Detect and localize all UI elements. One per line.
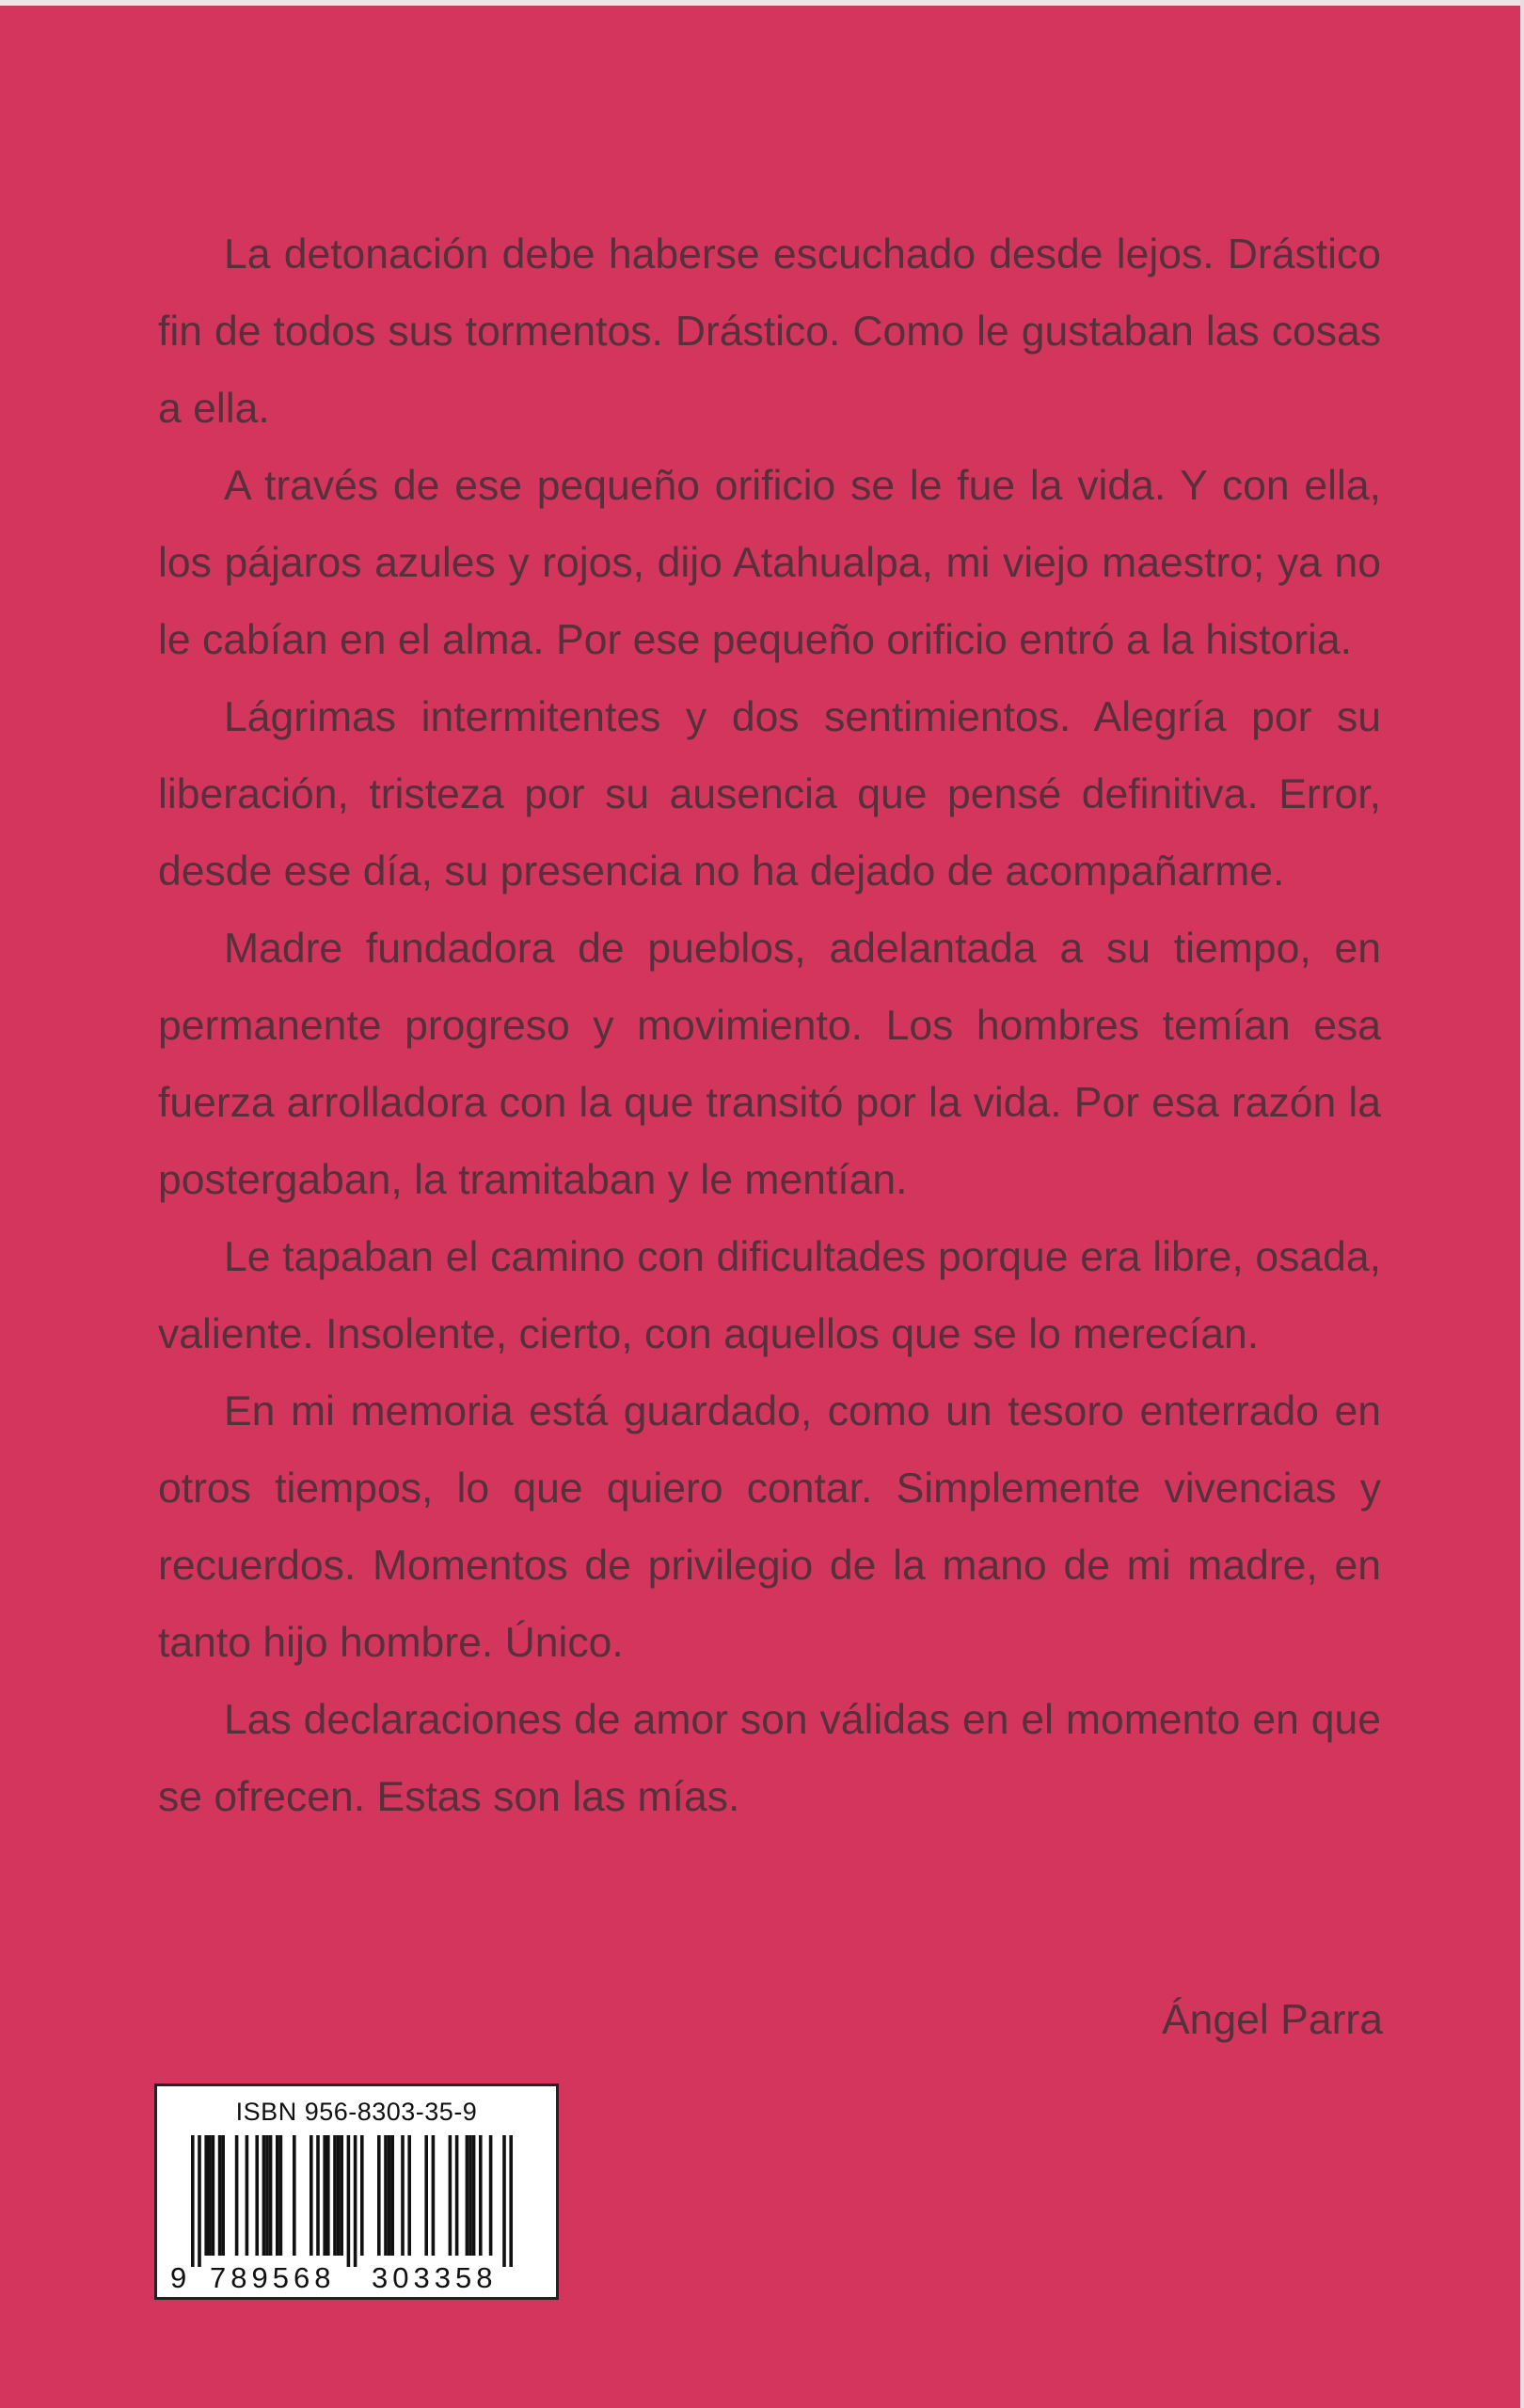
barcode-digit-first: 9 xyxy=(170,2261,187,2294)
barcode-bar xyxy=(235,2135,239,2256)
barcode-bar xyxy=(489,2135,493,2256)
barcode-bar xyxy=(198,2135,201,2267)
isbn-label: ISBN 956-8303-35-9 xyxy=(235,2098,478,2126)
paragraph-5: Le tapaban el camino con dificultades porque era libre, osada, valiente. Insolente, cierto, con aquellos que se lo merecían. xyxy=(158,1234,1381,1357)
cover-top-edge xyxy=(0,0,1524,6)
barcode-bar xyxy=(449,2135,452,2256)
barcode-bar xyxy=(246,2135,249,2256)
barcode-bar xyxy=(347,2135,351,2267)
barcode-bar xyxy=(479,2135,483,2256)
barcode-bar xyxy=(407,2135,411,2256)
cover-right-edge xyxy=(1520,0,1524,2408)
paragraph-3: Lágrimas intermitentes y dos sentimientos. Alegría por su liberación, tristeza por su ausencia que pensé definitiva. Error, desde ese día, su presencia no ha dejado de acompañarme. xyxy=(158,694,1381,895)
barcode-bar xyxy=(269,2135,273,2256)
barcode-bar xyxy=(384,2135,388,2256)
barcode-bar xyxy=(262,2135,266,2256)
barcode-bar xyxy=(276,2135,279,2256)
barcode-bar xyxy=(218,2135,222,2256)
barcode-bar xyxy=(310,2135,313,2256)
author-signature: Ángel Parra xyxy=(1162,1997,1383,2043)
paragraph-1: La detonación debe haberse escuchado desde lejos. Drástico fin de todos sus tormentos. Drástico. Como le gustaban las cosas a ella. xyxy=(158,231,1381,432)
barcode-bar xyxy=(401,2135,405,2256)
barcode-bar xyxy=(472,2135,476,2256)
barcode-bar xyxy=(255,2135,259,2256)
barcode-bar xyxy=(455,2135,459,2256)
barcode-bar xyxy=(316,2135,320,2256)
barcode-bar xyxy=(293,2135,296,2256)
paragraph-6: En mi memoria está guardado, como un tesoro enterrado en otros tiempos, lo que quiero contar. Simplemente vivencias y recuerdos. Momentos de privilegio de la mano de mi madre, en tanto hijo hombre. Único. xyxy=(158,1388,1381,1666)
barcode-bar xyxy=(390,2135,394,2256)
barcode-bar xyxy=(265,2135,269,2256)
barcode-bar xyxy=(424,2135,428,2256)
barcode-bar xyxy=(360,2135,364,2256)
barcode-bar xyxy=(279,2135,283,2256)
barcode-bar xyxy=(337,2135,341,2256)
barcode-bar xyxy=(466,2135,469,2256)
barcode-bar xyxy=(509,2135,513,2267)
barcode-bar xyxy=(191,2135,195,2267)
back-cover-text xyxy=(158,216,1381,1836)
barcode-bars xyxy=(191,2135,530,2267)
barcode-bar xyxy=(326,2135,330,2256)
barcode-bar xyxy=(502,2135,506,2267)
barcode-bar xyxy=(221,2135,225,2256)
paragraph-2: A través de ese pequeño orificio se le fue la vida. Y con ella, los pájaros azules y rojos, dijo Atahualpa, mi viejo maestro; ya no le cabían en el alma. Por ese pequeño orificio entró a la historia. xyxy=(158,463,1381,663)
barcode-bar xyxy=(432,2135,436,2256)
barcode-bar xyxy=(340,2135,343,2256)
paragraph-4: Madre fundadora de pueblos, adelantada a su tiempo, en permanente progreso y movimiento. Los hombres temían esa fuerza arrolladora con la que transitó por la vida. Por esa razón la postergaban, la tramitaban y le mentían. xyxy=(158,926,1381,1203)
barcode-bar xyxy=(388,2135,391,2256)
barcode-bar xyxy=(354,2135,357,2267)
barcode-bar xyxy=(333,2135,337,2256)
barcode-bar xyxy=(323,2135,326,2256)
barcode-bar xyxy=(208,2135,212,2256)
barcode-digits-left: 789568 xyxy=(210,2261,336,2294)
barcode-bar xyxy=(377,2135,381,2256)
barcode-digits-right: 303358 xyxy=(372,2261,498,2294)
isbn-barcode xyxy=(154,2083,559,2300)
paragraph-7: Las declaraciones de amor son válidas en el momento en que se ofrecen. Estas son las mías. xyxy=(158,1697,1381,1820)
barcode-bar xyxy=(204,2135,208,2256)
barcode-bar xyxy=(212,2135,215,2256)
barcode-bar xyxy=(468,2135,472,2256)
